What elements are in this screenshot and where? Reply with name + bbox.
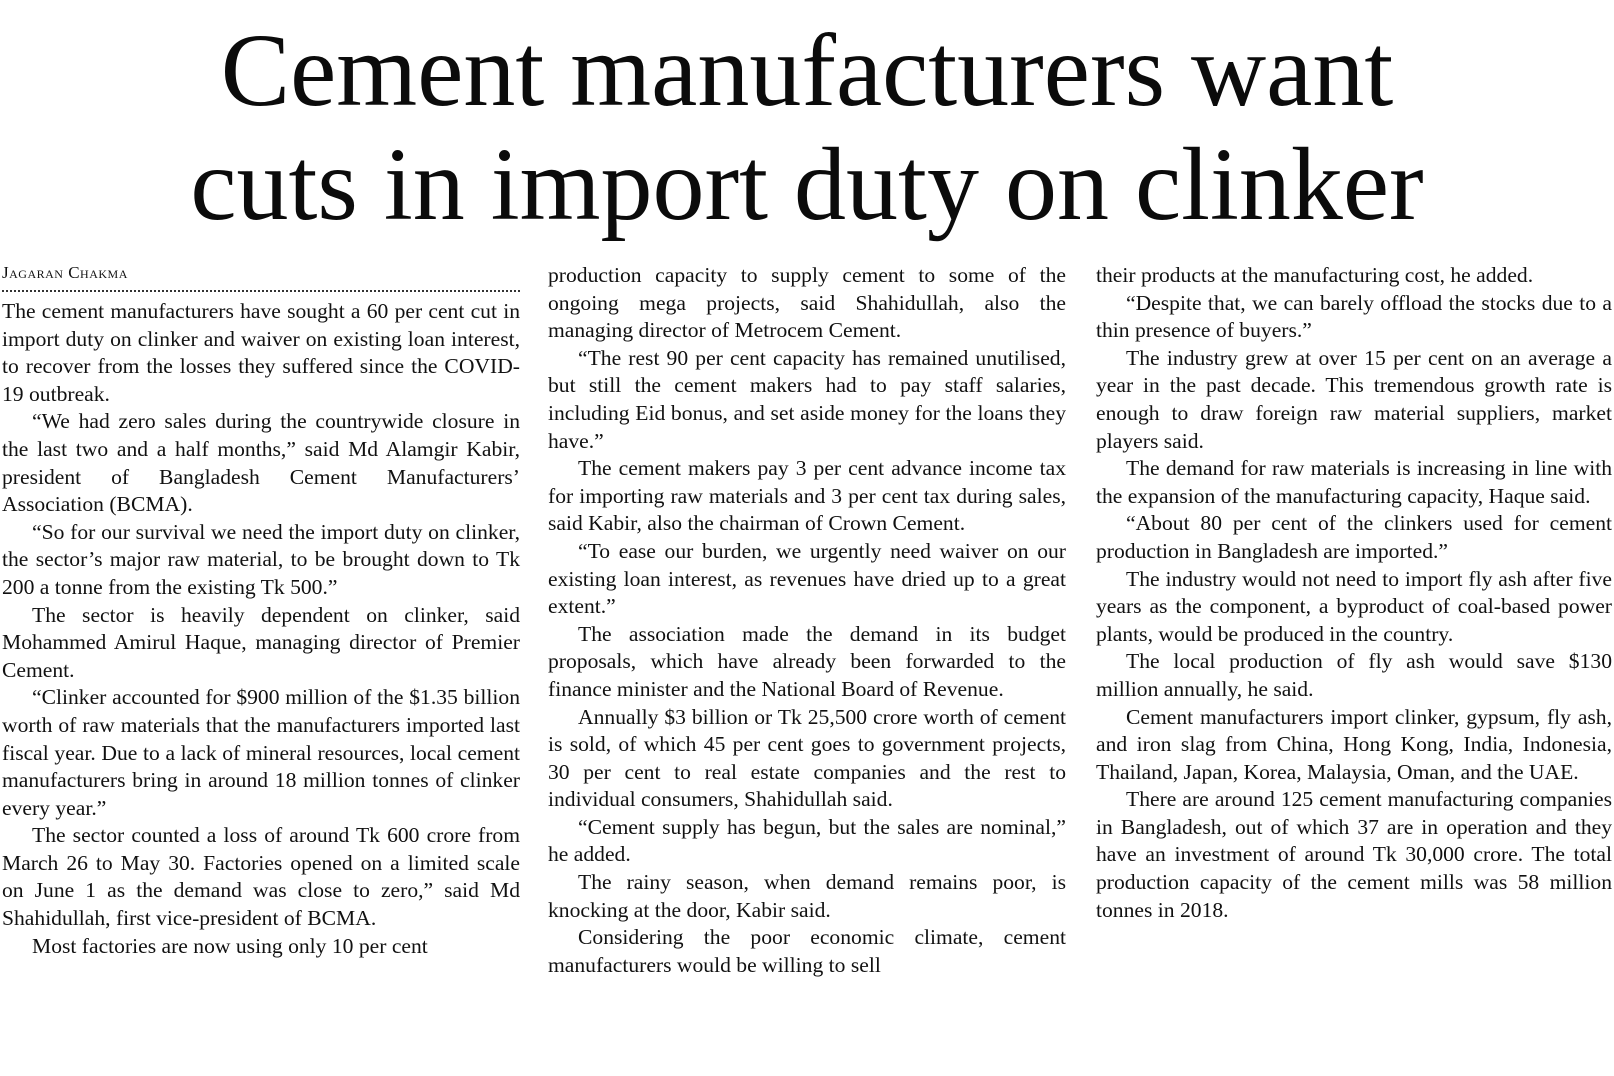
paragraph: “Cement supply has begun, but the sales are nominal,” he added.	[548, 814, 1066, 867]
paragraph: “About 80 per cent of the clinkers used for cement production in Bangladesh are imported.”	[1096, 511, 1612, 563]
paragraph: The association made the demand in its budget proposals, which have already been forwarded to the finance minister and the National Board of Revenue.	[548, 621, 1066, 701]
paragraph: The sector counted a loss of around Tk 600 crore from March 26 to May 30. Factories opened on a limited scale on June 1 as the demand was close to zero,” said Md Shahidullah, first vice-president of BCMA.	[2, 823, 520, 931]
paragraph: their products at the manufacturing cost, he added.	[1096, 263, 1534, 287]
paragraph: “To ease our burden, we urgently need waiver on our existing loan interest, as revenues have dried up to a great extent.”	[548, 538, 1066, 619]
paragraph: The industry grew at over 15 per cent on an average a year in the past decade. This tremendous growth rate is enough to draw foreign raw material suppliers, market players said.	[1096, 345, 1612, 453]
paragraph: Annually $3 billion or Tk 25,500 crore worth of cement is sold, of which 45 per cent goes to government projects, 30 per cent to real estate companies and the rest to individual consumers, Shahidullah said.	[548, 704, 1066, 812]
paragraph: Considering the poor economic climate, cement manufacturers would be willing to sell	[548, 925, 1066, 977]
paragraph: “Despite that, we can barely offload the stocks due to a thin presence of buyers.”	[1096, 290, 1612, 343]
paragraph: The local production of fly ash would save $130 million annually, he said.	[1096, 649, 1612, 701]
paragraph: “The rest 90 per cent capacity has remained unutilised, but still the cement makers had to pay staff salaries, including Eid bonus, and set aside money for the loans they have.”	[548, 345, 1066, 453]
paragraph: The industry would not need to import fly ash after five years as the component, a byproduct of coal-based power plants, would be produced in the country.	[1096, 566, 1612, 646]
headline	[0, 14, 1614, 242]
paragraph: The cement manufacturers have sought a 60 per cent cut in import duty on clinker and waiver on existing loan interest, to recover from the losses they suffered since the COVID-19 outbreak.	[2, 299, 520, 406]
paragraph: The cement makers pay 3 per cent advance income tax for importing raw materials and 3 per cent tax during sales, said Kabir, also the chairman of Crown Cement.	[548, 456, 1066, 536]
byline: Jagaran Chakma	[2, 262, 520, 292]
paragraph: Most factories are now using only 10 per cent	[32, 933, 428, 958]
article-column-3	[1096, 262, 1612, 924]
paragraph: production capacity to supply cement to some of the ongoing mega projects, said Shahidullah, also the managing director of Metrocem Cement.	[548, 263, 1066, 343]
paragraph: The rainy season, when demand remains poor, is knocking at the door, Kabir said.	[548, 870, 1066, 922]
paragraph: “So for our survival we need the import duty on clinker, the sector’s major raw material, to be brought down to Tk 200 a tonne from the existing Tk 500.”	[2, 519, 520, 599]
paragraph: “We had zero sales during the countrywide closure in the last two and a half months,” said Md Alamgir Kabir, president of Bangladesh Cement Manufacturers’ Association (BCMA).	[2, 409, 520, 517]
headline-line-1: Cement manufacturers want	[220, 13, 1394, 128]
article-column-1	[2, 262, 520, 960]
paragraph: “Clinker accounted for $900 million of the $1.35 billion worth of raw materials that the manufacturers imported last fiscal year. Due to a lack of mineral resources, local cement manufacturers bring in around 18 million tonnes of clinker every year.”	[2, 685, 520, 820]
headline-line-2: cuts in import duty on clinker	[190, 127, 1424, 242]
paragraph: There are around 125 cement manufacturing companies in Bangladesh, out of which 37 are in operation and they have an investment of around Tk 30,000 crore. The total production capacity of the cement mills was 58 million tonnes in 2018.	[1096, 787, 1612, 922]
paragraph: Cement manufacturers import clinker, gypsum, fly ash, and iron slag from China, Hong Kong, India, Indonesia, Thailand, Japan, Korea, Malaysia, Oman, and the UAE.	[1096, 704, 1612, 784]
paragraph: The sector is heavily dependent on clinker, said Mohammed Amirul Haque, managing director of Premier Cement.	[2, 602, 520, 682]
article-column-2	[548, 262, 1066, 979]
paragraph: The demand for raw materials is increasing in line with the expansion of the manufacturing capacity, Haque said.	[1096, 456, 1612, 508]
